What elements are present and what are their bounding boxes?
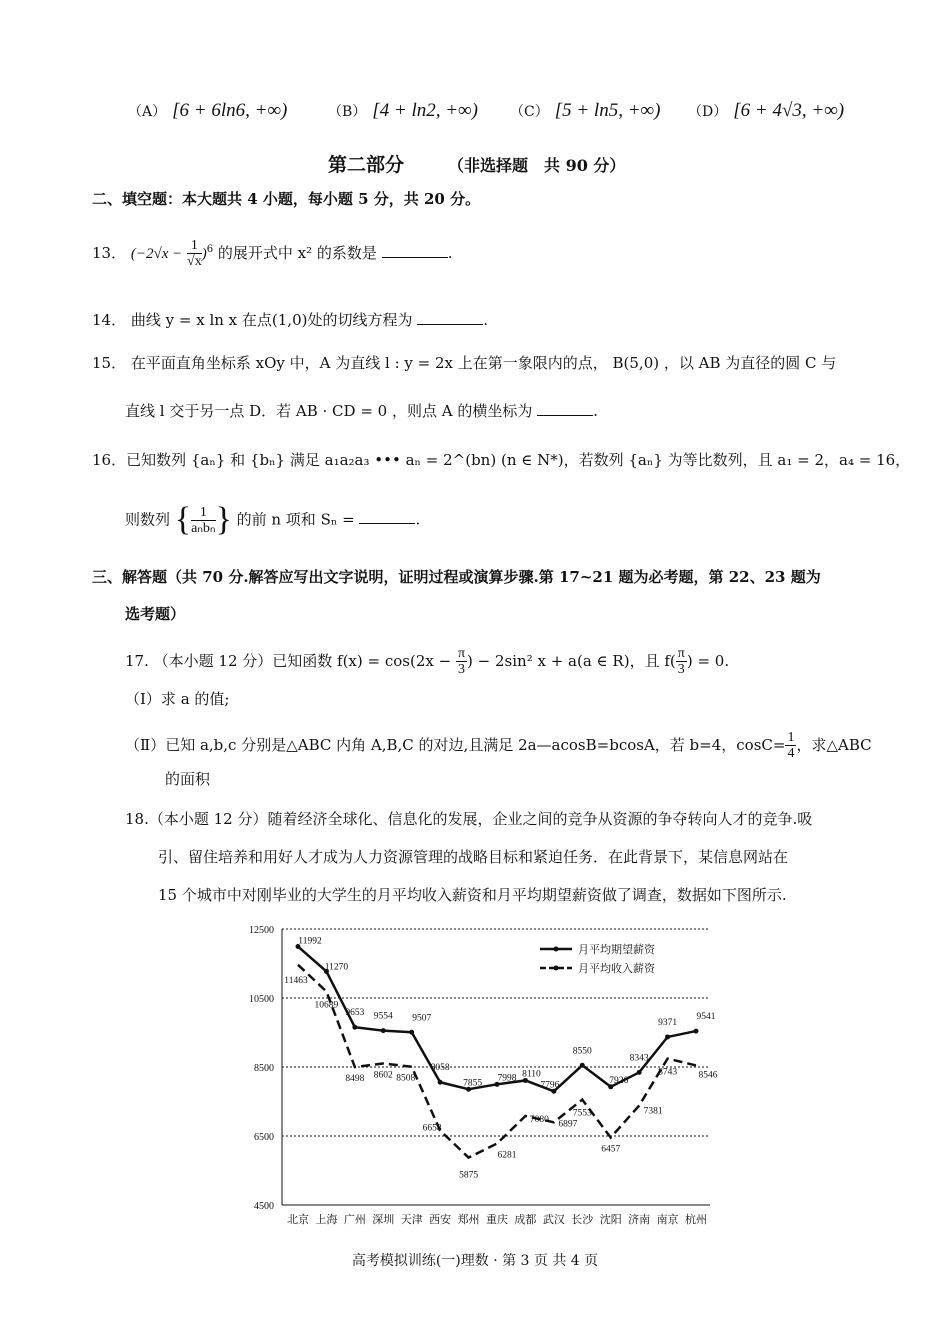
q17-fraction-2 bbox=[676, 646, 687, 678]
data-label: 6897 bbox=[558, 1119, 578, 1130]
data-label: 5875 bbox=[459, 1170, 479, 1181]
q17-part2-b: ，求△ABC bbox=[796, 735, 872, 754]
q14-answer-blank bbox=[417, 310, 483, 325]
data-point bbox=[665, 1034, 670, 1039]
x-tick-label: 北京 bbox=[287, 1213, 309, 1226]
option-c-label: （C） bbox=[510, 104, 549, 120]
option-d bbox=[688, 100, 844, 122]
option-a-label: （A） bbox=[128, 104, 167, 120]
q17-stem-b: ) − 2sin² x + a(a ∈ R)，且 f( bbox=[467, 651, 676, 670]
data-label: 8546 bbox=[698, 1070, 718, 1081]
question-13 bbox=[92, 238, 452, 270]
data-label: 6658 bbox=[422, 1123, 442, 1134]
data-label: 9554 bbox=[373, 1011, 393, 1022]
data-label: 8498 bbox=[345, 1074, 365, 1085]
q17-part2-fraction bbox=[785, 730, 796, 762]
x-tick-label: 郑州 bbox=[457, 1213, 480, 1226]
x-tick-label: 沈阳 bbox=[599, 1213, 622, 1226]
data-label: 8058 bbox=[430, 1063, 450, 1074]
data-label: 7796 bbox=[540, 1080, 560, 1091]
q17-stem-c: ) = 0. bbox=[686, 651, 730, 670]
data-label: 6281 bbox=[497, 1150, 517, 1161]
data-label: 11270 bbox=[324, 962, 349, 973]
q13-end: . bbox=[447, 243, 453, 262]
part-title: 第二部分 bbox=[328, 154, 405, 176]
data-label: 8508 bbox=[396, 1073, 416, 1084]
q13-answer-blank bbox=[382, 243, 448, 258]
q17-part2-line2: 的面积 bbox=[165, 770, 211, 788]
legend-label-2: 月平均收入薪资 bbox=[578, 962, 655, 975]
legend-marker bbox=[554, 947, 559, 952]
q16-line1: 已知数列 {aₙ} 和 {bₙ} 满足 a₁a₂a₃ ••• aₙ = 2^(bn) (n ∈ N*)，若数列 {aₙ} 为等比数列，且 a₁ = 2，a₄ = 16， bbox=[126, 451, 911, 469]
x-tick-label: 深圳 bbox=[372, 1213, 395, 1226]
data-point bbox=[438, 1080, 443, 1085]
data-point bbox=[580, 1063, 585, 1068]
x-tick-label: 西安 bbox=[429, 1213, 452, 1226]
q17-stem-a: （本小题 12 分）已知函数 f(x) = cos(2x − bbox=[153, 651, 452, 670]
section2-heading: 二、填空题：本大题共 4 小题，每小题 5 分，共 20 分。 bbox=[92, 190, 481, 208]
question-14 bbox=[92, 310, 488, 329]
q17-part2 bbox=[125, 730, 872, 762]
q13-number: 13． bbox=[92, 243, 127, 262]
option-d-value: [6 + 4√3, +∞) bbox=[733, 100, 845, 121]
q16-number: 16． bbox=[92, 451, 127, 469]
option-b-value: [4 + ln2, +∞) bbox=[372, 100, 478, 121]
x-tick-label: 长沙 bbox=[571, 1213, 594, 1226]
y-tick-label: 4500 bbox=[254, 1201, 274, 1212]
data-label: 7998 bbox=[497, 1073, 517, 1084]
q17-frac1-num: π bbox=[457, 646, 466, 661]
data-label: 7381 bbox=[643, 1106, 663, 1117]
data-label: 8343 bbox=[629, 1053, 649, 1064]
page-footer: 高考模拟训练(一)理数 · 第 3 页 共 4 页 bbox=[351, 1253, 599, 1269]
data-label: 7926 bbox=[609, 1075, 629, 1086]
y-tick-label: 6500 bbox=[254, 1132, 274, 1143]
data-label: 8110 bbox=[522, 1069, 541, 1080]
q15-number: 15． bbox=[92, 354, 127, 372]
q16-fraction bbox=[191, 505, 215, 537]
q16-line2-a: 则数列 bbox=[125, 510, 171, 529]
q17-number: 17. bbox=[125, 651, 149, 670]
option-a bbox=[128, 100, 287, 122]
data-label: 9541 bbox=[696, 1012, 716, 1023]
question-16-line2 bbox=[125, 500, 420, 541]
q18-line3: 15 个城市中对刚毕业的大学生的月平均收入薪资和月平均期望薪资做了调查，数据如下图所示. bbox=[158, 886, 787, 904]
q15-line1: 在平面直角坐标系 xOy 中，A 为直线 l : y = 2x 上在第一象限内的点， B(5,0) ，以 AB 为直径的圆 C 与 bbox=[130, 354, 837, 372]
option-c-value: [5 + ln5, +∞) bbox=[554, 100, 661, 121]
right-brace-icon: } bbox=[215, 501, 232, 538]
section3-heading-line2: 选考题） bbox=[125, 605, 186, 623]
q14-number: 14． bbox=[92, 311, 127, 329]
x-tick-label: 重庆 bbox=[486, 1213, 508, 1226]
q14-end: . bbox=[483, 311, 489, 329]
q16-frac-den: aₙbₙ bbox=[191, 520, 216, 536]
data-label: 9507 bbox=[412, 1013, 432, 1024]
data-label: 11992 bbox=[298, 936, 322, 947]
q13-text: 的展开式中 x² 的系数是 bbox=[217, 243, 377, 262]
option-d-label: （D） bbox=[688, 104, 728, 120]
q17-part2-frac-den: 4 bbox=[787, 746, 795, 762]
option-b-label: （B） bbox=[328, 104, 367, 120]
q17-fraction-1 bbox=[456, 646, 467, 678]
question-15-line2 bbox=[125, 401, 598, 420]
q15-answer-blank bbox=[537, 401, 593, 416]
x-tick-label: 广州 bbox=[343, 1213, 366, 1226]
data-point bbox=[352, 1025, 357, 1030]
data-label: 8743 bbox=[658, 1067, 678, 1078]
x-tick-label: 成都 bbox=[514, 1213, 537, 1226]
x-tick-label: 天津 bbox=[400, 1213, 423, 1226]
q17-frac1-den: 3 bbox=[458, 662, 465, 678]
data-label: 11463 bbox=[284, 975, 308, 986]
q17-part2-a: （Ⅱ）已知 a,b,c 分别是△ABC 内角 A,B,C 的对边,且满足 2a—acosB=bcosA，若 b=4，cosC= bbox=[125, 735, 786, 754]
y-tick-label: 8500 bbox=[254, 1063, 274, 1074]
q13-frac-den: √x bbox=[187, 254, 202, 270]
option-b bbox=[328, 100, 478, 122]
q17-part2-frac-num: 1 bbox=[787, 730, 795, 745]
q13-exponent: 6 bbox=[206, 243, 214, 255]
option-c bbox=[510, 100, 660, 122]
question-15-line1 bbox=[92, 354, 836, 372]
left-brace-icon: { bbox=[174, 501, 192, 538]
q13-expr-a: (−2√x − bbox=[130, 245, 183, 262]
data-label: 9371 bbox=[658, 1017, 678, 1028]
q17-frac2-num: π bbox=[677, 646, 685, 661]
y-tick-label: 12500 bbox=[249, 925, 274, 936]
data-label: 7080 bbox=[529, 1114, 549, 1125]
data-label: 8602 bbox=[373, 1070, 393, 1081]
legend-label-1: 月平均期望薪资 bbox=[578, 943, 655, 956]
q18-line1: 18.（本小题 12 分）随着经济全球化、信息化的发展，企业之间的竞争从资源的争夺转向人才的竞争.吸 bbox=[125, 810, 813, 828]
y-tick-label: 10500 bbox=[249, 994, 274, 1005]
q15-line2: 直线 l 交于另一点 D．若 AB · CD = 0 ，则点 A 的横坐标为 bbox=[125, 402, 533, 420]
part-subtitle: （非选择题 共 90 分） bbox=[448, 156, 626, 175]
data-label: 7855 bbox=[463, 1078, 483, 1089]
q14-text: 曲线 y = x ln x 在点(1,0)处的切线方程为 bbox=[130, 311, 413, 329]
data-point bbox=[694, 1029, 699, 1034]
q16-end: . bbox=[415, 510, 421, 529]
legend-marker bbox=[554, 966, 559, 971]
question-17 bbox=[125, 646, 729, 678]
q15-end: . bbox=[593, 402, 598, 420]
q13-fraction bbox=[187, 238, 202, 270]
q16-frac-num: 1 bbox=[191, 505, 215, 521]
q18-line2: 引、留住培养和用好人才成为人力资源管理的战略目标和紧迫任务．在此背景下，某信息网站在 bbox=[158, 848, 789, 866]
data-label: 7553 bbox=[572, 1108, 592, 1119]
salary-line-chart bbox=[222, 915, 722, 1230]
question-16-line1 bbox=[92, 451, 910, 469]
x-tick-label: 南京 bbox=[656, 1213, 679, 1226]
option-a-value: [6 + 6ln6, +∞) bbox=[172, 100, 288, 121]
data-label: 10689 bbox=[314, 1000, 339, 1011]
q16-line2-b: 的前 n 项和 Sₙ = bbox=[236, 510, 355, 529]
section3-heading-line1: 三、解答题（共 70 分.解答应写出文字说明，证明过程或演算步骤.第 17~21 题为必考题，第 22、23 题为 bbox=[92, 568, 821, 586]
q13-expr-b: ) bbox=[201, 245, 207, 262]
q17-frac2-den: 3 bbox=[677, 662, 685, 678]
data-point bbox=[637, 1070, 642, 1075]
x-tick-label: 上海 bbox=[315, 1213, 338, 1226]
x-tick-label: 济南 bbox=[628, 1213, 651, 1226]
q13-frac-num: 1 bbox=[187, 238, 202, 254]
data-point bbox=[381, 1028, 386, 1033]
data-label: 9653 bbox=[345, 1008, 365, 1019]
q16-answer-blank bbox=[359, 509, 415, 524]
x-tick-label: 武汉 bbox=[542, 1213, 565, 1226]
x-tick-label: 杭州 bbox=[685, 1213, 707, 1226]
data-point bbox=[409, 1030, 414, 1035]
q17-part1: （Ⅰ）求 a 的值; bbox=[125, 690, 230, 708]
data-label: 8550 bbox=[572, 1046, 592, 1057]
data-label: 6457 bbox=[601, 1144, 621, 1155]
